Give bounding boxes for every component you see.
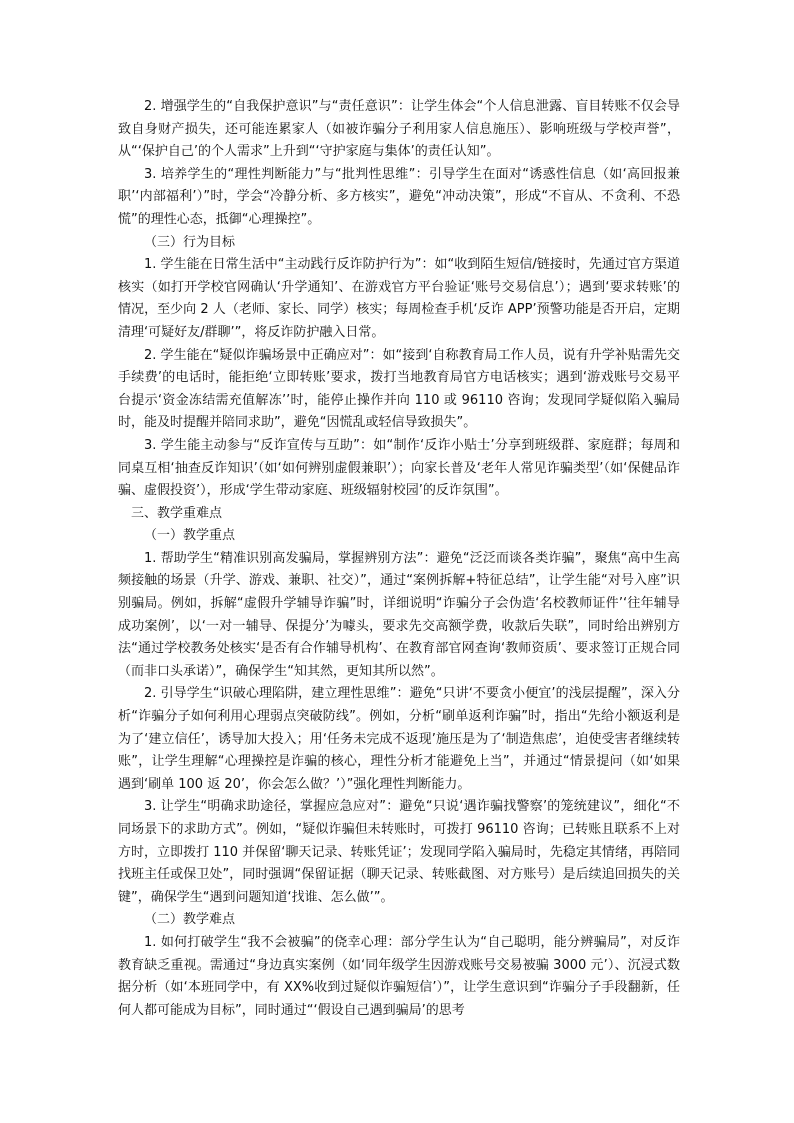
heading-key-difficult-points: 三、教学重难点	[131, 505, 223, 521]
paragraph-goal-2: 2. 增强学生的“自我保护意识”与“责任意识”：让学生体会“个人信息泄露、盲目转账不仅会导致自身财产损失，还可能连累家人（如被诈骗分子利用家人信息施压）、影响班级与学校声誉”，从“‘保护自己’的个人需求”上升到“‘守护家庭与集体’的责任认知”。	[118, 99, 680, 160]
heading-teaching-difficulty: （二）教学难点	[144, 912, 236, 928]
paragraph-behavior-1: 1. 学生能在日常生活中“主动践行反诈防护行为”：如“收到陌生短信/链接时，先通过官方渠道核实（如打开学校官网确认‘升学通知’、在游戏官方平台验证‘账号交易信息’）；遇到‘要求转账’的情况，至少向 2 人（老师、家长、同学）核实；每周检查手机‘反诈 APP’预警功能是否开启，定期清理‘可疑好友/群聊’”，将反诈防护融入日常。	[118, 257, 680, 340]
document-body	[118, 96, 680, 1022]
paragraph-behavior-2: 2. 学生能在“疑似诈骗场景中正确应对”：如“接到‘自称教育局工作人员，说有升学补贴需先交手续费’的电话时，能拒绝‘立即转账’要求，拨打当地教育局官方电话核实；遇到‘游戏账号交易平台提示‘资金冻结需充值解冻’’时，能停止操作并向 110 或 96110 咨询；发现同学疑似陷入骗局时，能及时提醒并陪同求助”，避免“因慌乱或轻信导致损失”。	[118, 347, 680, 431]
paragraph-difficulty-1: 1. 如何打破学生“我不会被骗”的侥幸心理：部分学生认为“自己聪明，能分辨骗局”，对反诈教育缺乏重视。需通过“身边真实案例（如‘同年级学生因游戏账号交易被骗 3000 元’）、沉浸式数据分析（如‘本班同学中，有 XX%收到过疑似诈骗短信’）”，让学生意识到“诈骗分子手段翻新，任何人都可能成为目标”，同时通过“‘假设自己遇到骗局’的思考	[118, 934, 680, 1018]
paragraph-focus-1: 1. 帮助学生“精准识别高发骗局，掌握辨别方法”：避免“泛泛而谈各类诈骗”，聚焦“高中生高频接触的场景（升学、游戏、兼职、社交）”，通过“案例拆解+特征总结”，让学生能“对号入座”识别骗局。例如，拆解“虚假升学辅导诈骗”时，详细说明“诈骗分子会伪造‘名校教师证件’‘往年辅导成功案例’，以‘一对一辅导、保提分’为噱头，要求先交高额学费，收款后失联”，同时给出辨别方法“通过学校教务处核实‘是否有合作辅导机构’、在教育部官网查询‘教师资质’、要求签订正规合同（而非口头承诺）”，确保学生“知其然，更知其所以然”。	[118, 550, 680, 679]
heading-behavior-goals: （三）行为目标	[144, 234, 236, 250]
paragraph-goal-3: 3. 培养学生的“理性判断能力”与“批判性思维”：引导学生在面对“诱惑性信息（如‘高回报兼职’‘内部福利’）”时，学会“冷静分析、多方核实”，避免“冲动决策”，形成“不盲从、不贪利、不恐慌”的理性心态，抵御“心理操控”。	[118, 166, 680, 227]
paragraph-behavior-3: 3. 学生能主动参与“反诈宣传与互助”：如“制作‘反诈小贴士’分享到班级群、家庭群；每周和同桌互相‘抽查反诈知识’（如‘如何辨别虚假兼职’）；向家长普及‘老年人常见诈骗类型’（如‘保健品诈骗、虚假投资’），形成‘学生带动家庭、班级辐射校园’的反诈氛围”。	[118, 437, 680, 499]
heading-teaching-focus: （一）教学重点	[144, 528, 236, 544]
paragraph-focus-2: 2. 引导学生“识破心理陷阱，建立理性思维”：避免“只讲‘不要贪小便宜’的浅层提醒”，深入分析“诈骗分子如何利用心理弱点突破防线”。例如，分析“刷单返利诈骗”时，指出“先给小额返利是为了‘建立信任’，诱导加大投入；用‘任务未完成不返现’施压是为了‘制造焦虑’，迫使受害者继续转账”，让学生理解“心理操控是诈骗的核心，理性分析才能避免上当”，并通过“情景提问（如‘如果遇到‘刷单 100 返 20’，你会怎么做？’）”强化理性判断能力。	[118, 686, 680, 792]
paragraph-focus-3: 3. 让学生“明确求助途径，掌握应急应对”：避免“只说‘遇诈骗找警察’的笼统建议”，细化“不同场景下的求助方式”。例如，“疑似诈骗但未转账时，可拨打 96110 咨询；已转账且联系不上对方时，立即拨打 110 并保留‘聊天记录、转账凭证’；发现同学陷入骗局时，先稳定其情绪，再陪同找班主任或保卫处”，同时强调“保留证据（聊天记录、转账截图、对方账号）是后续追回损失的关键”，确保学生“遇到问题知道‘找谁、怎么做’”。	[118, 799, 680, 905]
